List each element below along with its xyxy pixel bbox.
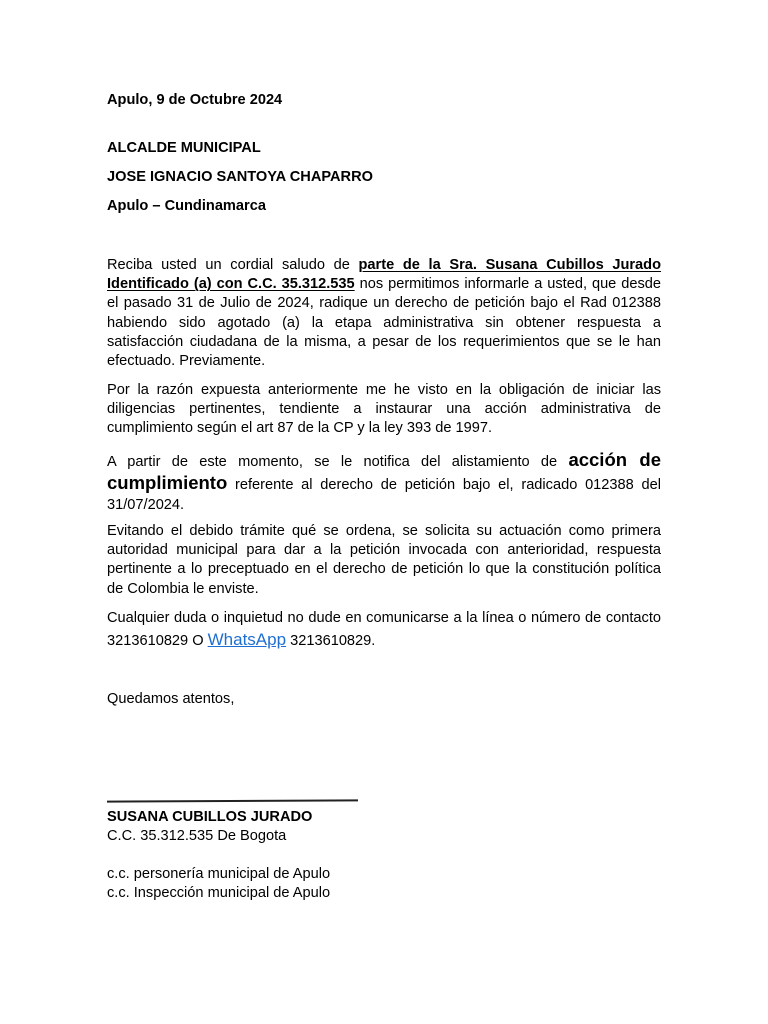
notice-lead: A partir de este momento, se le notifica del alistamiento de (107, 454, 569, 470)
contact-rest: 3213610829. (286, 633, 376, 649)
date-line: Apulo, 9 de Octubre 2024 (107, 92, 283, 108)
paragraph-greeting (107, 256, 661, 371)
closing-line: Quedamos atentos, (107, 691, 235, 707)
paragraph-reason: Por la razón expuesta anteriormente me he visto en la obligación de iniciar las diligencias pertinentes, tendiente a instaurar una acción administrativa de cumplimiento según el art 87 de la CP y la ley 393 de 1997. (107, 382, 661, 437)
contact-lead: Cualquier duda o inquietud no dude en comunicarse a la línea o número de contacto 3213610829 O (107, 610, 661, 649)
whatsapp-link[interactable]: WhatsApp (207, 630, 287, 649)
paragraph-contact (107, 608, 661, 652)
greeting-lead: Reciba usted un cordial saludo de (107, 257, 359, 273)
greeting-rest: nos permitimos informarle a usted, que desde el pasado 31 de Julio de 2024, radique un derecho de petición bajo el Rad 012388 habiendo sido agotado (a) la etapa administrativa sin obtener respuesta a satisfacción ciudadana de la misma, a pesar de los requerimientos que se le han efectuado. Previamente. (107, 276, 662, 370)
signer-id: C.C. 35.312.535 De Bogota (107, 828, 287, 844)
notice-rest: referente al derecho de petición bajo el, radicado 012388 del 31/07/2024. (107, 476, 661, 513)
recipient-name: JOSE IGNACIO SANTOYA CHAPARRO (107, 169, 373, 185)
signature-line (107, 799, 358, 802)
signer-name: SUSANA CUBILLOS JURADO (107, 809, 313, 825)
paragraph-request: Evitando el debido trámite qué se ordena, se solicita su actuación como primera autoridad municipal para dar a la petición invocada con anterioridad, respuesta pertinente a lo preceptuado en el derecho de petición lo que la constitución política de Colombia le enviste. (107, 523, 661, 597)
paragraph-notice (107, 450, 661, 516)
cc-line: c.c. personería municipal de Apulo (107, 866, 331, 882)
notice-bold: acción de cumplimiento (107, 449, 661, 493)
greeting-bold: parte de la Sra. Susana Cubillos Jurado Identificado (a) con C.C. 35.312.535 (107, 257, 662, 293)
recipient-title: ALCALDE MUNICIPAL (107, 140, 261, 156)
cc-line: c.c. Inspección municipal de Apulo (107, 885, 331, 901)
recipient-place: Apulo – Cundinamarca (107, 198, 266, 214)
